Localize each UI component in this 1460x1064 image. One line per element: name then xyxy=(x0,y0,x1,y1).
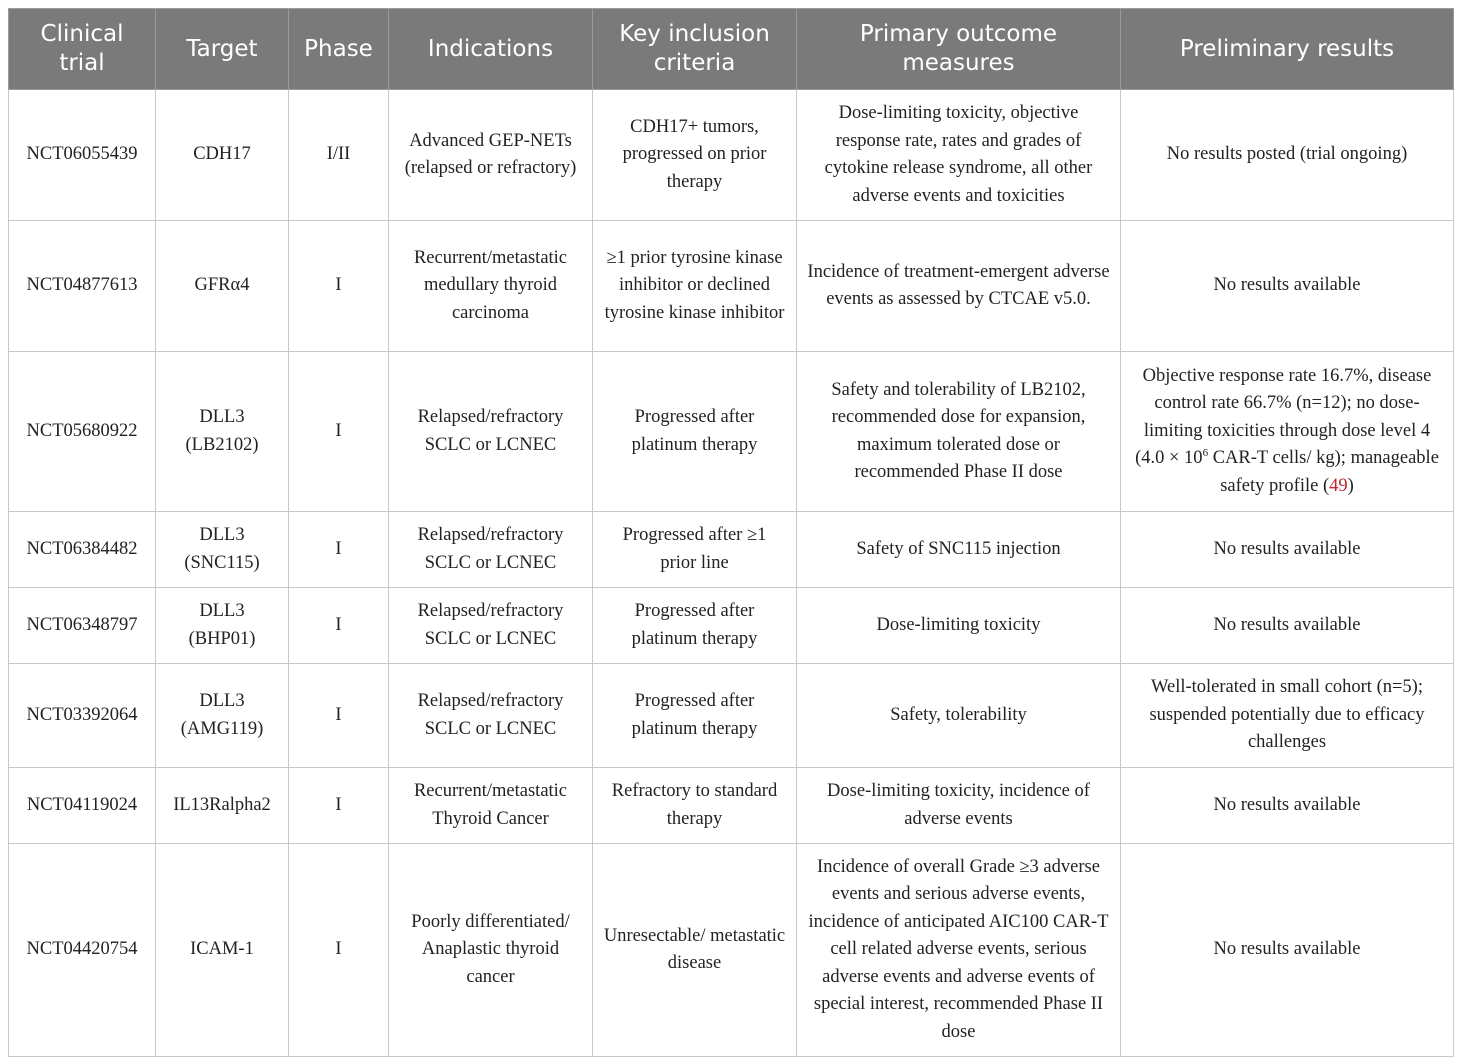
cell-primary-outcome: Dose-limiting toxicity, incidence of adverse events xyxy=(797,768,1121,844)
cell-primary-outcome: Dose-limiting toxicity xyxy=(797,588,1121,664)
cell-target: ICAM-1 xyxy=(156,844,289,1057)
cell-inclusion-criteria: Progressed after platinum therapy xyxy=(593,352,797,512)
header-indications: Indications xyxy=(389,9,593,90)
cell-primary-outcome: Safety of SNC115 injection xyxy=(797,512,1121,588)
cell-primary-outcome: Safety and tolerability of LB2102, recommended dose for expansion, maximum tolerated dose or recommended Phase II dose xyxy=(797,352,1121,512)
cell-inclusion-criteria: Progressed after platinum therapy xyxy=(593,664,797,768)
cell-target: DLL3 (LB2102) xyxy=(156,352,289,512)
cell-primary-outcome: Incidence of treatment-emergent adverse events as assessed by CTCAE v5.0. xyxy=(797,221,1121,352)
cell-clinical-trial: NCT03392064 xyxy=(9,664,156,768)
header-target: Target xyxy=(156,9,289,90)
cell-preliminary-results: No results available xyxy=(1121,221,1454,352)
header-row xyxy=(9,9,1454,90)
cell-phase: I/II xyxy=(289,90,389,221)
cell-target: DLL3 (BHP01) xyxy=(156,588,289,664)
cell-inclusion-criteria: CDH17+ tumors, progressed on prior therapy xyxy=(593,90,797,221)
table-row xyxy=(9,664,1454,768)
cell-preliminary-results: No results available xyxy=(1121,768,1454,844)
cell-preliminary-results: No results available xyxy=(1121,512,1454,588)
cell-clinical-trial: NCT04420754 xyxy=(9,844,156,1057)
cell-target: DLL3 (SNC115) xyxy=(156,512,289,588)
cell-preliminary-results: No results available xyxy=(1121,588,1454,664)
cell-target: CDH17 xyxy=(156,90,289,221)
result-text: 6 xyxy=(1202,447,1209,460)
cell-clinical-trial: NCT05680922 xyxy=(9,352,156,512)
cell-inclusion-criteria: Unresectable/ metastatic disease xyxy=(593,844,797,1057)
cell-primary-outcome: Incidence of overall Grade ≥3 adverse events and serious adverse events, incidence of anticipated AIC100 CAR-T cell related adverse events, serious adverse events and adverse events of special interest, recommended Phase II dose xyxy=(797,844,1121,1057)
cell-phase: I xyxy=(289,352,389,512)
table-row xyxy=(9,588,1454,664)
result-text: ) xyxy=(1347,475,1354,496)
cell-inclusion-criteria: Progressed after platinum therapy xyxy=(593,588,797,664)
cell-target: DLL3 (AMG119) xyxy=(156,664,289,768)
cell-clinical-trial: NCT04877613 xyxy=(9,221,156,352)
table-row xyxy=(9,352,1454,512)
reference-link[interactable]: 49 xyxy=(1329,475,1348,496)
cell-indications: Relapsed/refractory SCLC or LCNEC xyxy=(389,664,593,768)
cell-indications: Recurrent/metastatic Thyroid Cancer xyxy=(389,768,593,844)
clinical-trials-table xyxy=(8,8,1454,1057)
table-row xyxy=(9,844,1454,1057)
result-text: CAR-T cells/ kg); manageable safety profile ( xyxy=(1208,448,1439,496)
header-preliminary-results: Preliminary results xyxy=(1121,9,1454,90)
cell-indications: Relapsed/refractory SCLC or LCNEC xyxy=(389,512,593,588)
cell-clinical-trial: NCT06348797 xyxy=(9,588,156,664)
cell-indications: Relapsed/refractory SCLC or LCNEC xyxy=(389,352,593,512)
cell-indications: Relapsed/refractory SCLC or LCNEC xyxy=(389,588,593,664)
cell-target: GFRα4 xyxy=(156,221,289,352)
cell-phase: I xyxy=(289,664,389,768)
cell-preliminary-results xyxy=(1121,352,1454,512)
cell-inclusion-criteria: Refractory to standard therapy xyxy=(593,768,797,844)
cell-clinical-trial: NCT04119024 xyxy=(9,768,156,844)
cell-phase: I xyxy=(289,512,389,588)
header-primary-outcome: Primary outcome measures xyxy=(797,9,1121,90)
cell-preliminary-results: No results posted (trial ongoing) xyxy=(1121,90,1454,221)
cell-indications: Advanced GEP-NETs (relapsed or refractory) xyxy=(389,90,593,221)
cell-clinical-trial: NCT06055439 xyxy=(9,90,156,221)
header-phase: Phase xyxy=(289,9,389,90)
table-row xyxy=(9,221,1454,352)
header-inclusion-criteria: Key inclusion criteria xyxy=(593,9,797,90)
cell-primary-outcome: Safety, tolerability xyxy=(797,664,1121,768)
table-row xyxy=(9,512,1454,588)
cell-inclusion-criteria: Progressed after ≥1 prior line xyxy=(593,512,797,588)
cell-phase: I xyxy=(289,588,389,664)
cell-phase: I xyxy=(289,221,389,352)
result-text: Objective response rate 16.7%, disease control rate 66.7% (n=12); no dose-limiting toxicities through dose level 4 (4.0 × 10 xyxy=(1135,365,1432,469)
cell-phase: I xyxy=(289,844,389,1057)
cell-indications: Recurrent/metastatic medullary thyroid carcinoma xyxy=(389,221,593,352)
header-clinical-trial: Clinical trial xyxy=(9,9,156,90)
table-row xyxy=(9,768,1454,844)
cell-inclusion-criteria: ≥1 prior tyrosine kinase inhibitor or declined tyrosine kinase inhibitor xyxy=(593,221,797,352)
cell-clinical-trial: NCT06384482 xyxy=(9,512,156,588)
cell-preliminary-results: Well-tolerated in small cohort (n=5); suspended potentially due to efficacy challenges xyxy=(1121,664,1454,768)
cell-preliminary-results: No results available xyxy=(1121,844,1454,1057)
cell-indications: Poorly differentiated/ Anaplastic thyroid cancer xyxy=(389,844,593,1057)
cell-primary-outcome: Dose-limiting toxicity, objective response rate, rates and grades of cytokine release syndrome, all other adverse events and toxicities xyxy=(797,90,1121,221)
cell-target: IL13Ralpha2 xyxy=(156,768,289,844)
table-row xyxy=(9,90,1454,221)
cell-phase: I xyxy=(289,768,389,844)
